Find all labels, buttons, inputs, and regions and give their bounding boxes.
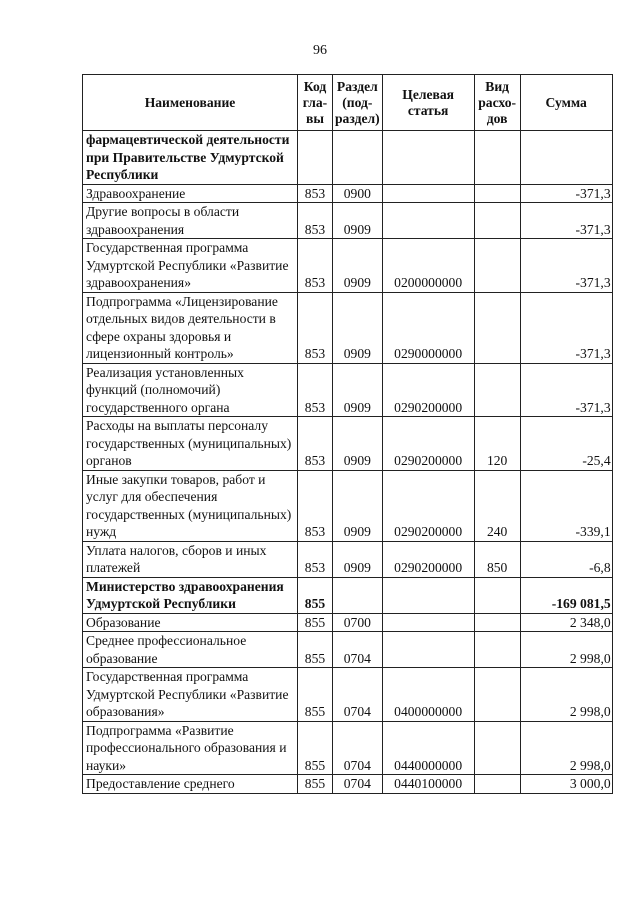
cell-name: Министерство здравоохранения Удмуртской Республики [83, 577, 298, 613]
cell-code: 853 [298, 239, 333, 293]
cell-sum: -169 081,5 [520, 577, 612, 613]
cell-sum: -371,3 [520, 239, 612, 293]
cell-target [382, 632, 474, 668]
cell-target: 0400000000 [382, 668, 474, 722]
cell-code: 853 [298, 470, 333, 541]
cell-sum: 2 348,0 [520, 613, 612, 632]
cell-target [382, 184, 474, 203]
cell-section [333, 131, 383, 185]
table-row [83, 131, 613, 185]
cell-section: 0909 [333, 363, 383, 417]
table-row [83, 541, 613, 577]
cell-sum: -6,8 [520, 541, 612, 577]
cell-code: 855 [298, 613, 333, 632]
cell-code: 853 [298, 417, 333, 471]
cell-target: 0290000000 [382, 292, 474, 363]
cell-kind: 120 [474, 417, 520, 471]
table-body [83, 131, 613, 794]
cell-sum: -371,3 [520, 184, 612, 203]
cell-kind [474, 632, 520, 668]
cell-sum: -25,4 [520, 417, 612, 471]
cell-name: Подпрограмма «Развитие профессионального образования и науки» [83, 721, 298, 775]
table-row [83, 417, 613, 471]
cell-kind [474, 292, 520, 363]
cell-target [382, 203, 474, 239]
cell-target: 0290200000 [382, 363, 474, 417]
header-target: Целевая статья [382, 75, 474, 131]
cell-target: 0440100000 [382, 775, 474, 794]
cell-target: 0200000000 [382, 239, 474, 293]
cell-section: 0704 [333, 775, 383, 794]
cell-kind [474, 775, 520, 794]
cell-name: Расходы на выплаты персоналу государственных (муниципальных) органов [83, 417, 298, 471]
cell-name: Другие вопросы в области здравоохранения [83, 203, 298, 239]
cell-kind [474, 239, 520, 293]
table-row [83, 239, 613, 293]
cell-sum: -371,3 [520, 203, 612, 239]
table-row [83, 203, 613, 239]
header-code: Код гла-вы [298, 75, 333, 131]
cell-name: Подпрограмма «Лицензирование отдельных видов деятельности в сфере охраны здоровья и лицензионный контроль» [83, 292, 298, 363]
cell-name: Здравоохранение [83, 184, 298, 203]
cell-section: 0704 [333, 668, 383, 722]
cell-target: 0290200000 [382, 541, 474, 577]
cell-target: 0290200000 [382, 470, 474, 541]
table-row [83, 632, 613, 668]
page-number: 96 [313, 43, 327, 58]
cell-target [382, 613, 474, 632]
cell-name: Образование [83, 613, 298, 632]
cell-section [333, 577, 383, 613]
header-kind: Вид расхо-дов [474, 75, 520, 131]
cell-kind [474, 131, 520, 185]
cell-section: 0909 [333, 203, 383, 239]
cell-sum: 3 000,0 [520, 775, 612, 794]
cell-code: 855 [298, 632, 333, 668]
cell-section: 0900 [333, 184, 383, 203]
table-header-row [83, 75, 613, 131]
cell-name: фармацевтической деятельности при Правительстве Удмуртской Республики [83, 131, 298, 185]
table-row [83, 363, 613, 417]
cell-code: 853 [298, 541, 333, 577]
table-row [83, 577, 613, 613]
cell-sum: 2 998,0 [520, 632, 612, 668]
cell-target [382, 577, 474, 613]
cell-section: 0704 [333, 721, 383, 775]
cell-kind: 240 [474, 470, 520, 541]
cell-code: 853 [298, 184, 333, 203]
cell-code [298, 131, 333, 185]
cell-code: 855 [298, 721, 333, 775]
table-row [83, 184, 613, 203]
cell-sum: -371,3 [520, 363, 612, 417]
cell-code: 853 [298, 203, 333, 239]
cell-sum: -371,3 [520, 292, 612, 363]
table-row [83, 613, 613, 632]
table-row [83, 721, 613, 775]
cell-section: 0704 [333, 632, 383, 668]
header-sum: Сумма [520, 75, 612, 131]
cell-section: 0909 [333, 541, 383, 577]
cell-name: Предоставление среднего [83, 775, 298, 794]
cell-kind [474, 203, 520, 239]
cell-section: 0700 [333, 613, 383, 632]
cell-code: 853 [298, 292, 333, 363]
cell-sum: 2 998,0 [520, 668, 612, 722]
cell-kind [474, 363, 520, 417]
cell-section: 0909 [333, 470, 383, 541]
cell-target [382, 131, 474, 185]
cell-section: 0909 [333, 417, 383, 471]
cell-section: 0909 [333, 239, 383, 293]
cell-name: Среднее профессиональное образование [83, 632, 298, 668]
cell-name: Уплата налогов, сборов и иных платежей [83, 541, 298, 577]
cell-sum: -339,1 [520, 470, 612, 541]
cell-target: 0290200000 [382, 417, 474, 471]
cell-target: 0440000000 [382, 721, 474, 775]
table-row [83, 470, 613, 541]
header-section: Раздел (под-раздел) [333, 75, 383, 131]
table-row [83, 775, 613, 794]
cell-kind [474, 721, 520, 775]
header-name: Наименование [83, 75, 298, 131]
cell-kind: 850 [474, 541, 520, 577]
cell-name: Государственная программа Удмуртской Республики «Развитие образования» [83, 668, 298, 722]
cell-sum [520, 131, 612, 185]
cell-code: 855 [298, 577, 333, 613]
cell-name: Иные закупки товаров, работ и услуг для обеспечения государственных (муниципальных) нужд [83, 470, 298, 541]
cell-kind [474, 668, 520, 722]
table-row [83, 292, 613, 363]
table-row [83, 668, 613, 722]
cell-code: 853 [298, 363, 333, 417]
budget-table [82, 74, 613, 794]
cell-name: Государственная программа Удмуртской Республики «Развитие здравоохранения» [83, 239, 298, 293]
cell-sum: 2 998,0 [520, 721, 612, 775]
cell-section: 0909 [333, 292, 383, 363]
cell-code: 855 [298, 775, 333, 794]
cell-kind [474, 577, 520, 613]
cell-kind [474, 613, 520, 632]
cell-kind [474, 184, 520, 203]
cell-code: 855 [298, 668, 333, 722]
cell-name: Реализация установленных функций (полномочий) государственного органа [83, 363, 298, 417]
